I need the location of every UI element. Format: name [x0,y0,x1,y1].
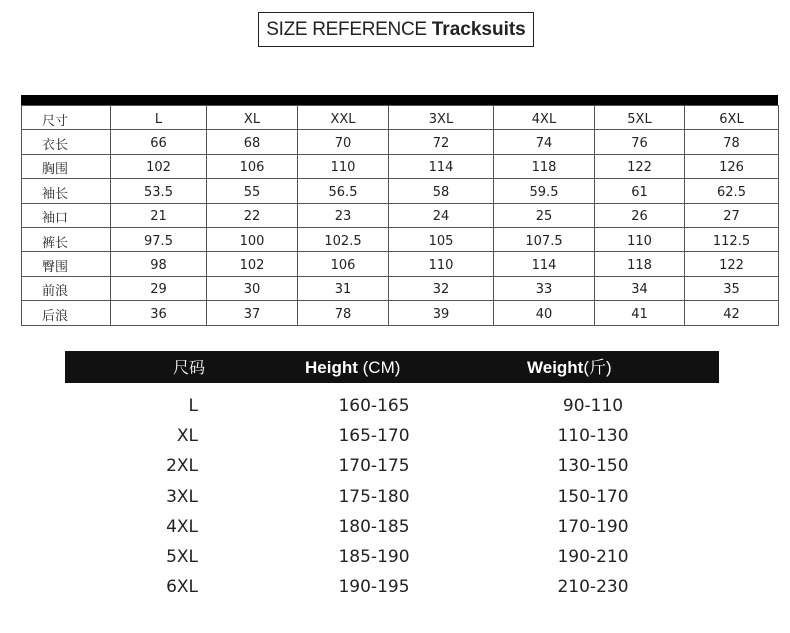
table-cell: 40 [494,301,595,325]
height-value: 165-170 [338,426,410,447]
height-value: 175-180 [338,486,410,507]
table-cell: 110 [298,154,389,178]
table-cell: 105 [389,227,494,251]
table-row [22,227,779,251]
size-guide-row [65,422,719,452]
weight-label: Weight [527,358,584,377]
size-guide-row [65,452,719,482]
table-row [22,179,779,203]
weight-unit: (斤) [583,358,612,377]
table-cell: 32 [389,276,494,300]
row-label-cell: 前浪 [22,276,111,300]
height-value: 190-195 [338,577,410,598]
size-value: 5XL [166,546,198,567]
table-cell: 55 [207,179,298,203]
table-cell: 21 [111,203,207,227]
height-value: 170-175 [338,456,410,477]
table-header-row [22,106,779,130]
table-cell: 70 [298,130,389,154]
table-row [22,154,779,178]
size-guide-row [65,543,719,573]
table-cell: 41 [595,301,685,325]
height-value: 180-185 [338,516,410,537]
table-cell: 29 [111,276,207,300]
table-cell: 58 [389,179,494,203]
page-title [258,12,534,47]
table-cell: 102 [111,154,207,178]
table-cell: 100 [207,227,298,251]
table-row [22,252,779,276]
table-cell: 35 [685,276,779,300]
table-cell: 102 [207,252,298,276]
weight-value: 190-210 [557,546,629,567]
table-cell: 56.5 [298,179,389,203]
table-cell: 78 [685,130,779,154]
weight-value: 130-150 [557,456,629,477]
table-cell: 42 [685,301,779,325]
table-cell: 106 [207,154,298,178]
size-value: XL [176,426,198,447]
weight-value: 110-130 [557,426,629,447]
table-cell: 24 [389,203,494,227]
table-cell: 97.5 [111,227,207,251]
table-cell: 37 [207,301,298,325]
size-value: 4XL [166,516,198,537]
table-cell: 106 [298,252,389,276]
table-cell: 53.5 [111,179,207,203]
height-value: 160-165 [338,396,410,416]
table-cell: 61 [595,179,685,203]
table-cell: 66 [111,130,207,154]
size-guide-list [65,392,719,603]
table-cell: 33 [494,276,595,300]
title-product: Tracksuits [431,18,526,40]
table-row [22,301,779,325]
table-cell: 110 [389,252,494,276]
table-cell: 126 [685,154,779,178]
size-value: 6XL [166,577,198,598]
table-header-cell: 5XL [595,106,685,130]
title-prefix: SIZE REFERENCE [266,18,427,40]
weight-value: 170-190 [557,516,629,537]
weight-value: 150-170 [557,486,629,507]
row-label-cell: 袖口 [22,203,111,227]
size-value: 3XL [166,486,198,507]
table-cell: 122 [685,252,779,276]
table-row [22,203,779,227]
table-header-cell: L [111,106,207,130]
row-label-cell: 袖长 [22,179,111,203]
table-top-bar [21,95,778,105]
table-header-cell: XL [207,106,298,130]
table-header-cell: 3XL [389,106,494,130]
table-cell: 110 [595,227,685,251]
row-label-cell: 胸围 [22,154,111,178]
size-guide-row [65,392,719,422]
table-cell: 30 [207,276,298,300]
table-cell: 23 [298,203,389,227]
size-column-header: 尺码 [173,358,206,377]
table-cell: 74 [494,130,595,154]
size-guide-row [65,483,719,513]
table-cell: 76 [595,130,685,154]
size-guide-row [65,573,719,603]
table-cell: 68 [207,130,298,154]
table-cell: 122 [595,154,685,178]
table-cell: 34 [595,276,685,300]
table-header-cell: XXL [298,106,389,130]
table-cell: 26 [595,203,685,227]
table-cell: 59.5 [494,179,595,203]
table-cell: 112.5 [685,227,779,251]
row-label-cell: 臀围 [22,252,111,276]
height-value: 185-190 [338,546,410,567]
row-label-cell: 后浪 [22,301,111,325]
table-row [22,276,779,300]
table-cell: 27 [685,203,779,227]
size-value: 2XL [166,456,198,477]
table-cell: 22 [207,203,298,227]
table-cell: 107.5 [494,227,595,251]
table-cell: 62.5 [685,179,779,203]
height-label: Height [305,358,358,377]
table-header-cell: 6XL [685,106,779,130]
table-row [22,130,779,154]
table-cell: 118 [494,154,595,178]
table-cell: 114 [494,252,595,276]
row-label-cell: 裤长 [22,227,111,251]
row-label-cell: 衣长 [22,130,111,154]
table-header-cell: 尺寸 [22,106,111,130]
table-cell: 25 [494,203,595,227]
table-cell: 98 [111,252,207,276]
size-guide-header [65,351,719,383]
table-cell: 31 [298,276,389,300]
height-unit: (CM) [362,358,401,377]
size-value: L [188,396,198,416]
table-cell: 102.5 [298,227,389,251]
weight-value: 210-230 [557,577,629,598]
table-header-cell: 4XL [494,106,595,130]
table-cell: 36 [111,301,207,325]
table-cell: 72 [389,130,494,154]
table-cell: 39 [389,301,494,325]
table-cell: 114 [389,154,494,178]
height-column-header [305,351,400,383]
table-cell: 118 [595,252,685,276]
weight-value: 90-110 [562,396,624,416]
size-guide-row [65,513,719,543]
weight-column-header [527,351,612,383]
measurement-table [21,105,779,326]
table-cell: 78 [298,301,389,325]
